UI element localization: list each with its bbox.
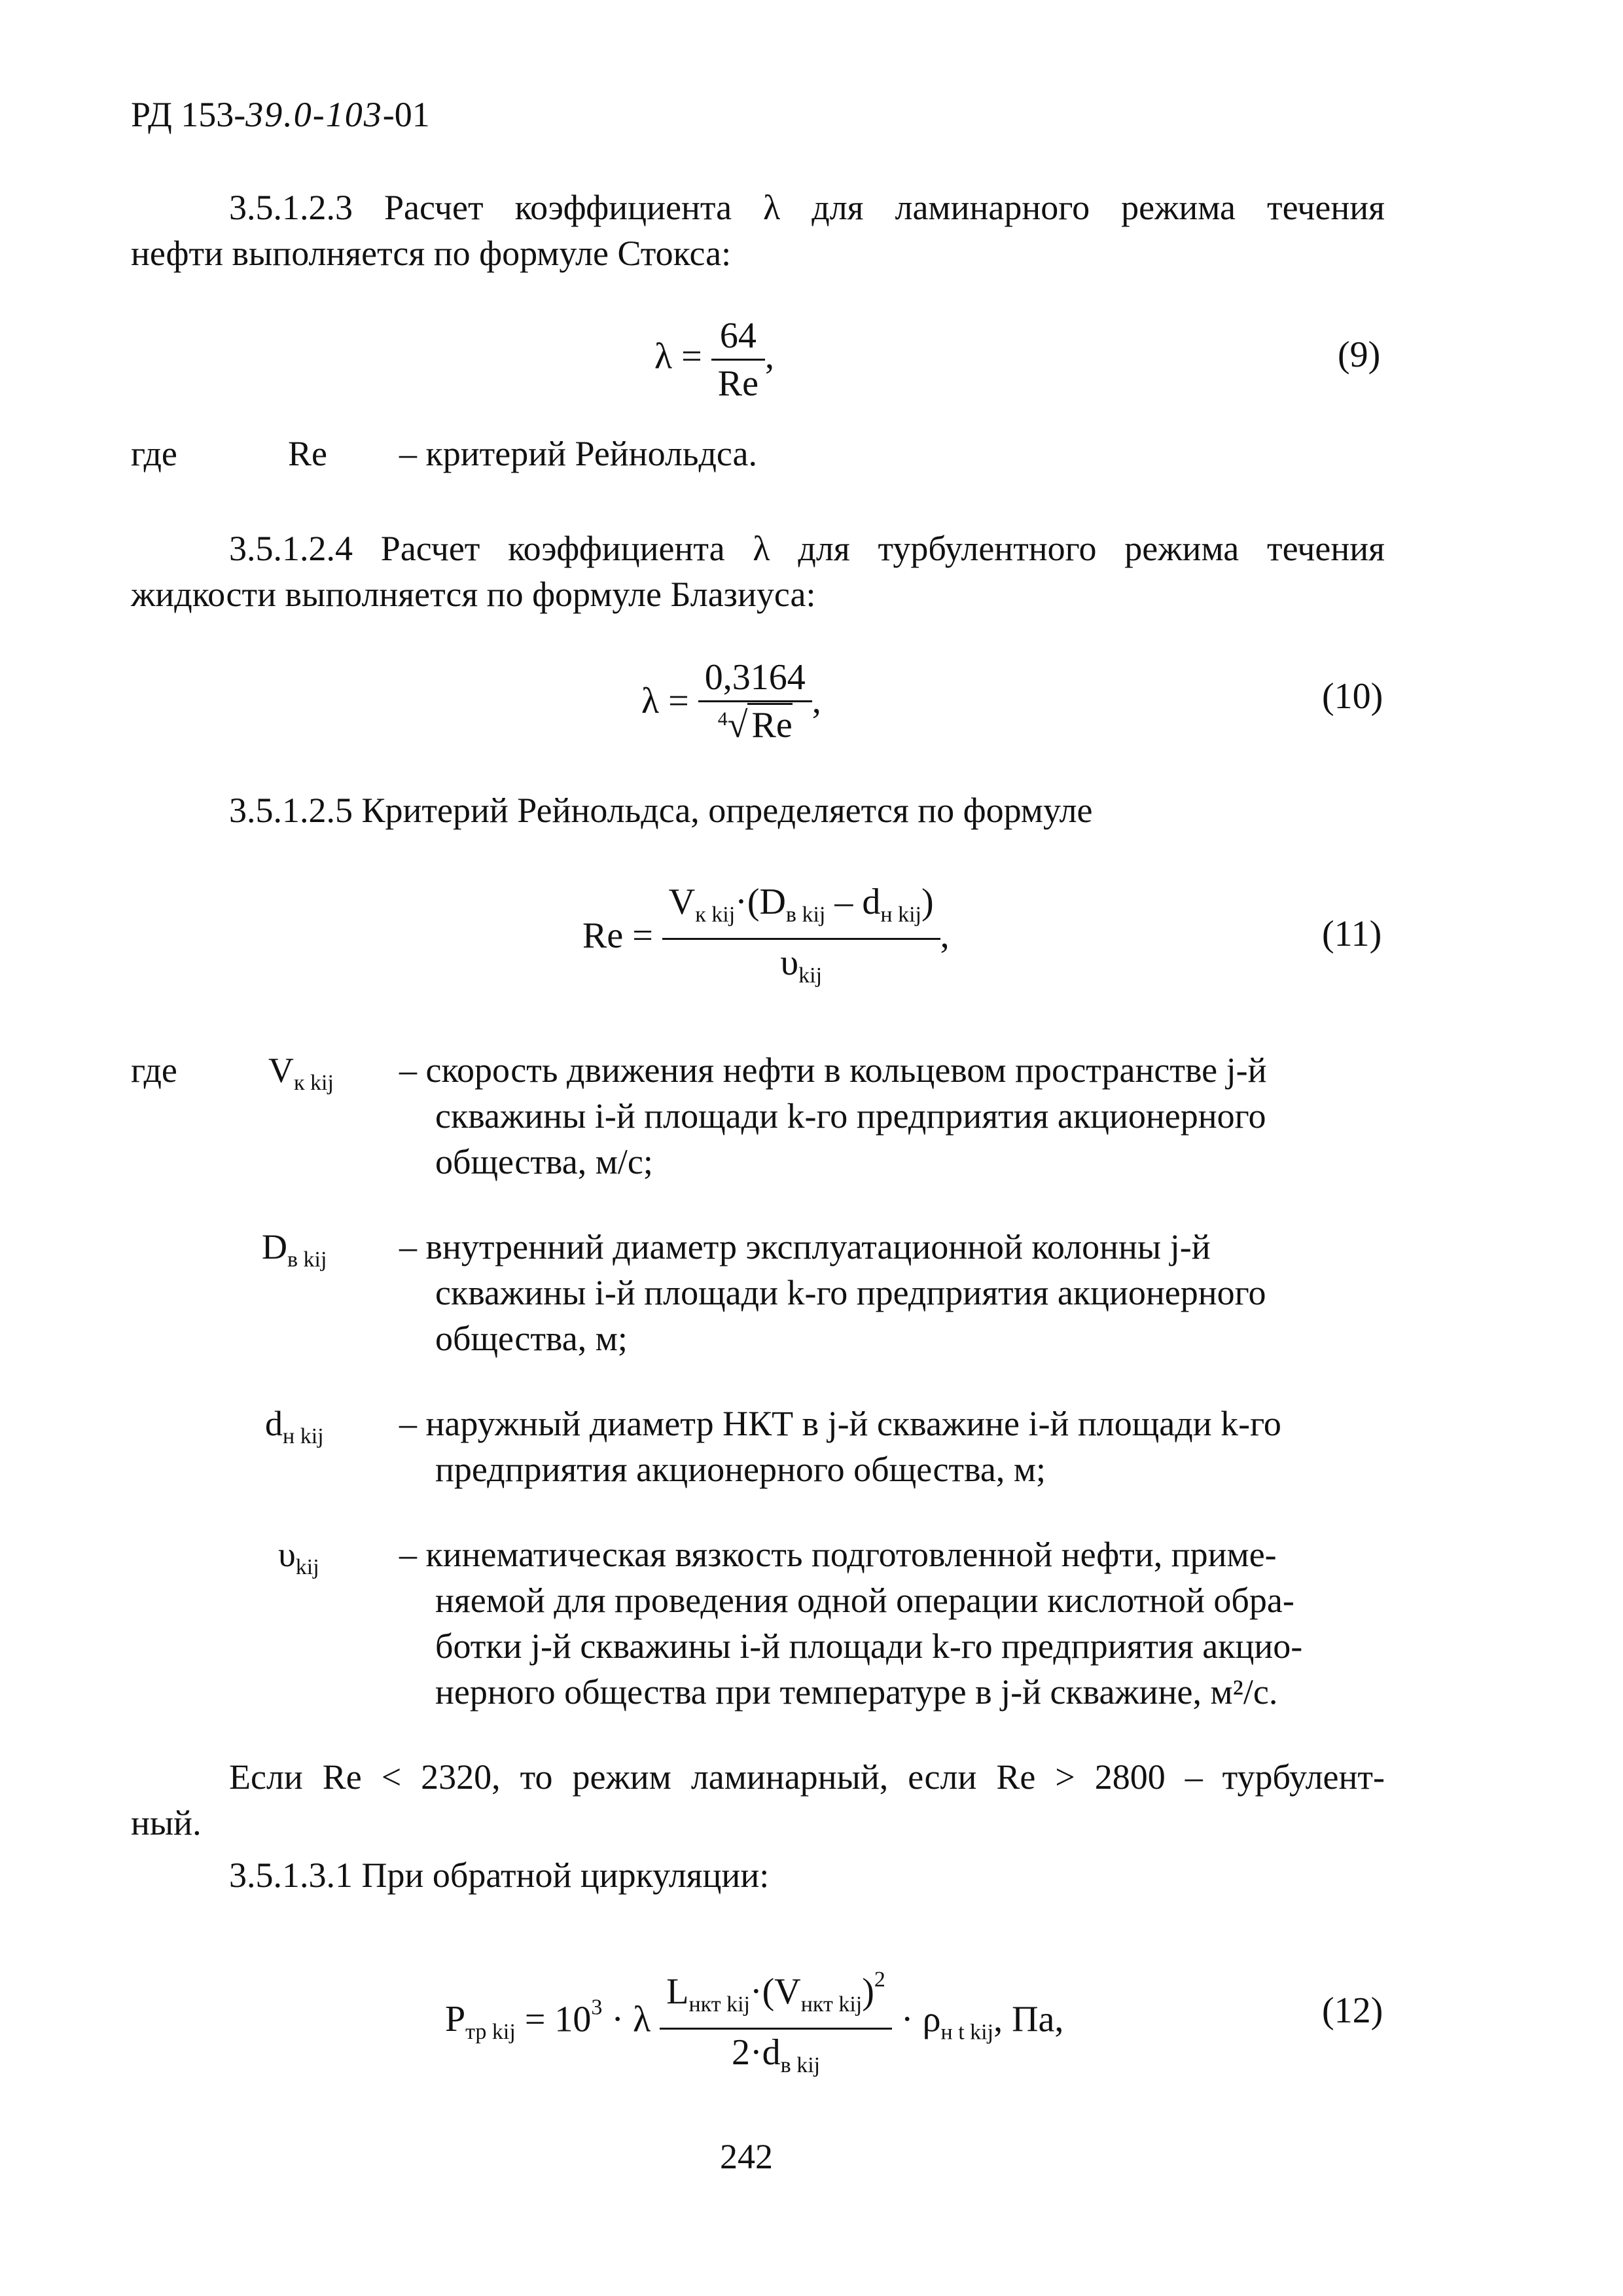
page-number: 242	[720, 2137, 773, 2176]
eq12-l: L	[666, 1971, 689, 2012]
eq10-fraction	[698, 655, 812, 754]
where-symbol-re: Re	[288, 434, 327, 473]
paragraph-3-5-1-2-3-line2: нефти выполняется по формуле Стокса:	[131, 234, 732, 273]
eq12-l-sub: нкт kij	[688, 1992, 750, 2017]
eq12-num-power: 2	[874, 1967, 885, 1992]
paragraph-3-5-1-2-4-line1: 3.5.1.2.4 Расчет коэффициента λ для турбулентного режима течения	[229, 529, 1385, 568]
where-desc-re: – критерий Рейнольдса.	[399, 434, 758, 473]
def-dn-sub: н kij	[283, 1424, 324, 1448]
eq9-tail: ,	[764, 336, 774, 377]
equation-12	[445, 1957, 1063, 2089]
def-symbol-upsilon	[278, 1532, 319, 1590]
def-d-line1: – внутренний диаметр эксплуатационной колонны j-й	[399, 1227, 1211, 1266]
equation-10-number: (10)	[1322, 676, 1383, 717]
equation-9	[654, 313, 774, 406]
paragraph-3-5-1-2-3-line1: 3.5.1.2.3 Расчет коэффициента λ для ламинарного режима течения	[229, 188, 1385, 227]
eq12-rho-sub: н t kij	[940, 2020, 994, 2045]
equation-9-number: (9)	[1338, 334, 1381, 375]
eq11-v: V	[668, 882, 696, 922]
eq11-denominator	[662, 940, 940, 999]
eq10-numerator: 0,3164	[698, 655, 812, 702]
def-upsilon-line1: – кинематическая вязкость подготовленной нефти, приме-	[399, 1535, 1277, 1574]
fourth-root: $^4$√ Re	[718, 702, 793, 754]
def-d-line2: скважины i-й площади k-го предприятия акционерного	[435, 1273, 1266, 1312]
eq11-close: )	[921, 882, 934, 922]
eq12-lambda: · λ	[602, 1999, 651, 2040]
def-d-line3: общества, м;	[435, 1319, 628, 1358]
eq9-denominator: Re	[717, 363, 758, 404]
eq11-upsilon-sub: kij	[798, 963, 823, 988]
eq12-equals-ten: = 10	[515, 1999, 592, 2040]
eq12-v-sub: нкт kij	[800, 1992, 863, 2017]
eq10-tail: ,	[812, 680, 821, 721]
def-upsilon-line4: нерного общества при температуре в j-й скважине, м²/с.	[435, 1672, 1278, 1712]
eq11-fraction	[662, 879, 940, 999]
eq11-upsilon: υ	[780, 942, 799, 983]
eq12-num-close: )	[862, 1971, 874, 2012]
eq11-numerator	[662, 879, 940, 940]
def-v-line3: общества, м/с;	[435, 1142, 653, 1181]
paragraph-3-5-1-2-5: 3.5.1.2.5 Критерий Рейнольдса, определяется по формуле	[229, 791, 1093, 830]
def-symbol-d-inner	[262, 1224, 327, 1283]
eq12-denominator	[660, 2030, 892, 2089]
defs-where-label: где	[131, 1050, 177, 1090]
eq12-num-mid: ·(V	[749, 1971, 801, 2012]
def-symbol-d-outer	[265, 1401, 324, 1460]
header-suffix: -01	[382, 95, 430, 134]
document-header	[131, 92, 430, 137]
def-d-sym: D	[262, 1227, 287, 1266]
def-v-sub: к kij	[294, 1071, 334, 1095]
def-v-line1: – скорость движения нефти в кольцевом пространстве j-й	[399, 1050, 1267, 1090]
eq12-den-pre: 2·d	[732, 2032, 781, 2073]
eq11-v-sub: к kij	[695, 903, 736, 927]
eq11-mid: ·(D	[735, 882, 786, 922]
paragraph-3-5-1-3-1: 3.5.1.3.1 При обратной циркуляции:	[229, 1856, 770, 1895]
eq10-denominator	[698, 702, 812, 754]
regime-line2: ный.	[131, 1803, 202, 1842]
equation-10	[641, 655, 821, 754]
eq12-unit: , Па,	[993, 1999, 1064, 2040]
def-dn-line2: предприятия акционерного общества, м;	[435, 1450, 1046, 1489]
equation-11-number: (11)	[1322, 914, 1382, 954]
regime-line1: Если Re < 2320, то режим ламинарный, если Re > 2800 – турбулент-	[229, 1757, 1385, 1797]
def-dn-line1: – наружный диаметр НКТ в j-й скважине i-й площади k-го	[399, 1404, 1281, 1443]
where-label-9: где	[131, 434, 177, 473]
def-upsilon-sym: υ	[278, 1535, 296, 1574]
eq12-den-sub: в kij	[780, 2053, 821, 2077]
eq11-d-sub: в kij	[785, 903, 826, 927]
def-v-line2: скважины i-й площади k-го предприятия акционерного	[435, 1096, 1266, 1136]
root-radicand: Re	[747, 703, 792, 745]
root-index: 4	[717, 708, 728, 730]
eq11-minus: – d	[825, 882, 881, 922]
eq9-lhs: λ =	[654, 336, 702, 377]
eq11-dn-sub: н kij	[880, 903, 921, 927]
eq9-numerator: 64	[711, 313, 765, 361]
def-upsilon-sub: kij	[295, 1555, 319, 1579]
eq12-p-sub: тр kij	[465, 2020, 516, 2045]
eq10-lhs: λ =	[641, 680, 689, 721]
def-upsilon-line2: няемой для проведения одной операции кислотной обра-	[435, 1581, 1294, 1620]
handwritten-code: 39.0-103	[245, 95, 383, 134]
eq12-fraction	[660, 1957, 892, 2089]
def-d-sub: в kij	[287, 1247, 327, 1272]
def-symbol-v	[268, 1047, 334, 1106]
equation-12-number: (12)	[1322, 1990, 1383, 2031]
def-dn-sym: d	[265, 1404, 283, 1443]
equation-11	[582, 879, 950, 999]
header-prefix: РД 153-	[131, 95, 246, 134]
eq9-fraction	[711, 313, 765, 406]
def-v-sym: V	[268, 1050, 294, 1090]
eq12-numerator	[660, 1957, 892, 2030]
eq11-tail: ,	[940, 915, 950, 956]
def-upsilon-line3: ботки j-й скважины i-й площади k-го предприятия акцио-	[435, 1626, 1303, 1666]
paragraph-3-5-1-2-4-line2: жидкости выполняется по формуле Блазиуса:	[131, 575, 816, 614]
eq12-p: P	[445, 1999, 466, 2040]
eq11-lhs: Re =	[582, 915, 653, 956]
eq12-lhs	[445, 1999, 516, 2045]
eq12-rho: · ρ	[891, 1999, 941, 2040]
eq12-power: 3	[591, 1995, 603, 2020]
